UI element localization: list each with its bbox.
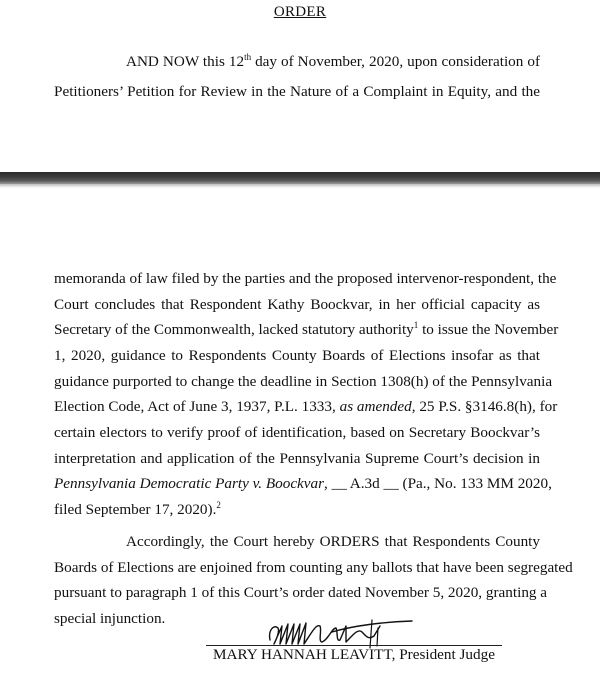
page-divider (0, 172, 600, 184)
as-amended-italic: as amended (339, 398, 412, 415)
footnote-marker-2: 2 (216, 500, 221, 510)
order-line-3: pursuant to paragraph 1 of this Court’s order dated November 5, 2020, granting a (54, 584, 548, 601)
order-line-4: special injunction. (54, 610, 166, 627)
body-line-9-rest: , __ A.3d __ (Pa., No. 133 MM 2020, (324, 475, 552, 492)
opening-text: AND NOW this 12 (126, 53, 245, 70)
petition-line: Petitioners’ Petition for Review in the Nature of a Complaint in Equity, and the (54, 83, 540, 100)
body-line-9 (54, 475, 552, 493)
body-line-6-text: Election Code, Act of June 3, 1937, P.L. 1333, (54, 398, 340, 415)
opening-line (126, 53, 540, 71)
body-line-3 (54, 320, 559, 339)
body-line-4: 1, 2020, guidance to Respondents County Boards of Elections insofar as that (54, 347, 540, 364)
body-line-2: Court concludes that Respondent Kathy Boockvar, in her official capacity as (54, 296, 540, 313)
footnote-marker-1: 1 (413, 320, 419, 330)
ordinal-suffix: th (244, 52, 252, 62)
body-line-8: interpretation and application of the Pennsylvania Supreme Court’s decision in (54, 450, 540, 467)
judge-title: , President Judge (391, 646, 495, 663)
order-line-2: Boards of Elections are enjoined from counting any ballots that have been segregated (54, 559, 573, 576)
body-line-6-rest: , 25 P.S. §3146.8(h), for (411, 398, 558, 415)
signature-caption (206, 646, 502, 664)
opening-text-rest: day of November, 2020, upon consideration of (251, 53, 541, 70)
body-line-10-text: filed September 17, 2020). (54, 501, 217, 518)
body-line-3-rest: to issue the November (418, 321, 559, 338)
body-line-6 (54, 398, 558, 416)
body-line-10 (54, 501, 221, 519)
order-line-1: Accordingly, the Court hereby ORDERS that Respondents County (126, 533, 540, 550)
body-line-1: memoranda of law filed by the parties and the proposed intervenor-respondent, the (54, 270, 557, 287)
judge-name: MARY HANNAH LEAVITT (213, 646, 392, 663)
order-heading: ORDER (273, 4, 327, 20)
body-line-3-text: Secretary of the Commonwealth, lacked statutory authority (54, 321, 414, 338)
body-line-7: certain electors to verify proof of identification, based on Secretary Boockvar’s (54, 424, 540, 441)
case-name-italic: Pennsylvania Democratic Party v. Boockvar (54, 475, 325, 492)
page-divider-shadow (0, 184, 600, 188)
body-line-5: guidance purported to change the deadline in Section 1308(h) of the Pennsylvania (54, 373, 553, 390)
